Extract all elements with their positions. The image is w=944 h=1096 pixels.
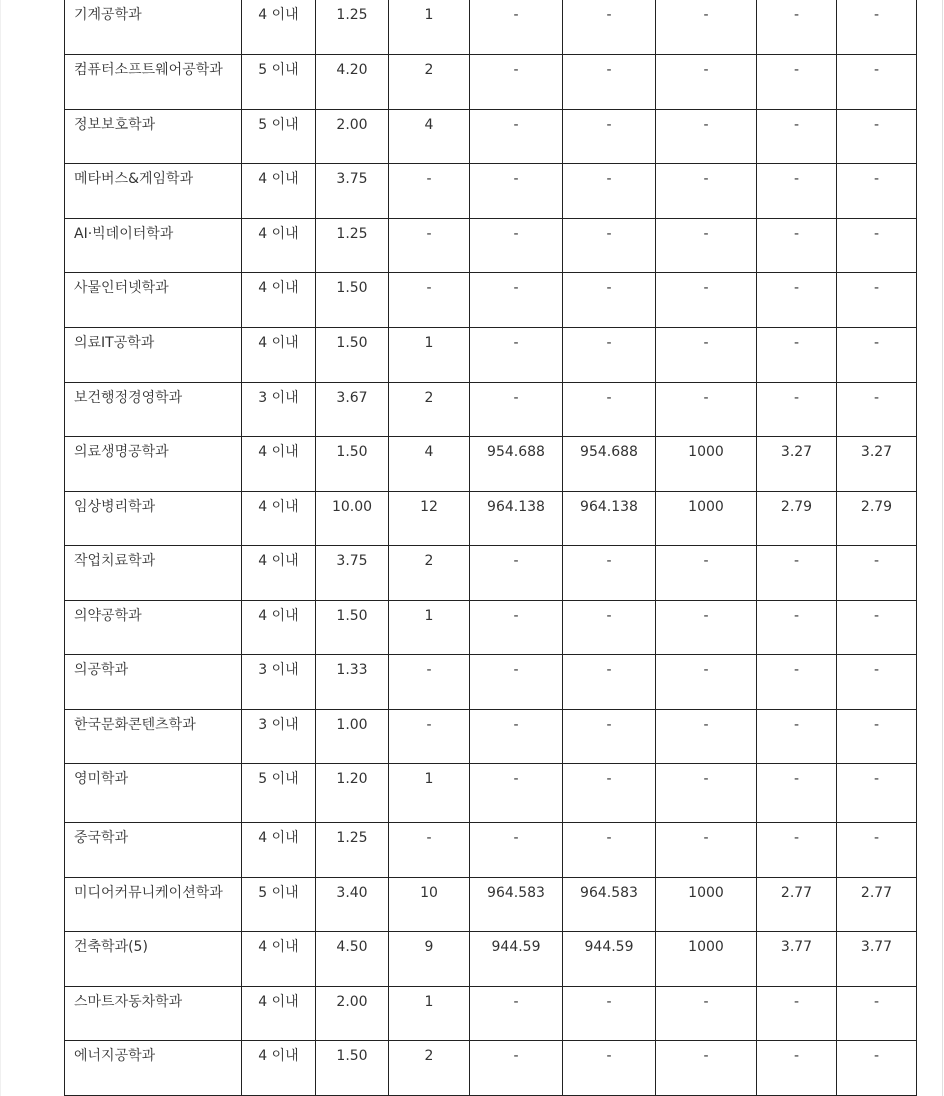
competition-rate-cell: 1.00 (316, 710, 389, 764)
score-cell: - (563, 164, 656, 219)
reserve-rank-cell: 4 (389, 437, 470, 492)
score-cell: - (656, 1041, 757, 1096)
reserve-rank-cell: 4 (389, 110, 470, 164)
table-row (65, 655, 917, 710)
reserve-rank-cell: 2 (389, 55, 470, 110)
score-cell: - (470, 546, 563, 601)
grade-average-cell: - (837, 383, 917, 437)
department-cell: AI·빅데이터학과 (65, 219, 242, 273)
score-cell: - (470, 710, 563, 764)
score-cell: - (563, 710, 656, 764)
table-row (65, 110, 917, 164)
grade-average-cell: 2.77 (837, 878, 917, 932)
score-cell: - (563, 273, 656, 328)
score-cell: - (563, 328, 656, 383)
grade-average-cell: - (757, 110, 837, 164)
score-cell: - (563, 601, 656, 655)
score-cell: - (470, 987, 563, 1041)
grade-average-cell: - (757, 383, 837, 437)
grade-limit-cell: 3 이내 (242, 710, 316, 764)
grade-limit-cell: 3 이내 (242, 655, 316, 710)
table-row (65, 878, 917, 932)
department-cell: 건축학과(5) (65, 932, 242, 987)
score-cell: - (656, 987, 757, 1041)
reserve-rank-cell: 1 (389, 0, 470, 55)
score-cell: - (563, 219, 656, 273)
grade-limit-cell: 5 이내 (242, 764, 316, 823)
score-cell: - (656, 273, 757, 328)
competition-rate-cell: 1.33 (316, 655, 389, 710)
score-cell: - (656, 110, 757, 164)
department-cell: 한국문화콘텐츠학과 (65, 710, 242, 764)
competition-rate-cell: 10.00 (316, 492, 389, 546)
reserve-rank-cell: 2 (389, 1041, 470, 1096)
score-cell: - (656, 710, 757, 764)
table-row (65, 328, 917, 383)
score-cell: 1000 (656, 492, 757, 546)
grade-limit-cell: 4 이내 (242, 0, 316, 55)
grade-average-cell: - (757, 601, 837, 655)
grade-limit-cell: 4 이내 (242, 328, 316, 383)
score-cell: - (470, 823, 563, 878)
grade-average-cell: - (837, 273, 917, 328)
grade-average-cell: - (837, 110, 917, 164)
admission-results-table (64, 0, 917, 1096)
department-cell: 미디어커뮤니케이션학과 (65, 878, 242, 932)
table-row (65, 0, 917, 55)
grade-limit-cell: 4 이내 (242, 823, 316, 878)
reserve-rank-cell: - (389, 164, 470, 219)
table-row (65, 164, 917, 219)
grade-limit-cell: 4 이내 (242, 164, 316, 219)
department-cell: 정보보호학과 (65, 110, 242, 164)
score-cell: - (656, 328, 757, 383)
score-cell: - (470, 110, 563, 164)
table-body (65, 0, 917, 1096)
grade-average-cell: 3.77 (757, 932, 837, 987)
competition-rate-cell: 3.67 (316, 383, 389, 437)
reserve-rank-cell: 1 (389, 601, 470, 655)
score-cell: - (563, 655, 656, 710)
reserve-rank-cell: - (389, 219, 470, 273)
competition-rate-cell: 1.20 (316, 764, 389, 823)
reserve-rank-cell: 2 (389, 383, 470, 437)
reserve-rank-cell: 12 (389, 492, 470, 546)
competition-rate-cell: 1.25 (316, 219, 389, 273)
reserve-rank-cell: 9 (389, 932, 470, 987)
score-cell: - (470, 55, 563, 110)
grade-limit-cell: 3 이내 (242, 383, 316, 437)
score-cell: - (656, 164, 757, 219)
score-cell: 944.59 (563, 932, 656, 987)
score-cell: - (656, 383, 757, 437)
table-row (65, 219, 917, 273)
grade-limit-cell: 5 이내 (242, 55, 316, 110)
grade-average-cell: - (837, 546, 917, 601)
department-cell: 의약공학과 (65, 601, 242, 655)
grade-average-cell: - (757, 164, 837, 219)
table-row (65, 1041, 917, 1096)
competition-rate-cell: 1.50 (316, 601, 389, 655)
competition-rate-cell: 1.50 (316, 1041, 389, 1096)
score-cell: - (470, 655, 563, 710)
table-row (65, 383, 917, 437)
score-cell: - (563, 0, 656, 55)
competition-rate-cell: 3.75 (316, 546, 389, 601)
grade-average-cell: 2.79 (757, 492, 837, 546)
department-cell: 보건행정경영학과 (65, 383, 242, 437)
table-row (65, 932, 917, 987)
table-row (65, 764, 917, 823)
grade-average-cell: - (757, 987, 837, 1041)
grade-average-cell: 2.79 (837, 492, 917, 546)
grade-average-cell: - (757, 710, 837, 764)
grade-average-cell: - (837, 987, 917, 1041)
grade-average-cell: - (757, 655, 837, 710)
grade-average-cell: - (837, 823, 917, 878)
score-cell: 944.59 (470, 932, 563, 987)
grade-average-cell: - (837, 328, 917, 383)
score-cell: - (470, 1041, 563, 1096)
department-cell: 사물인터넷학과 (65, 273, 242, 328)
score-cell: 1000 (656, 437, 757, 492)
score-cell: - (656, 764, 757, 823)
competition-rate-cell: 4.20 (316, 55, 389, 110)
department-cell: 임상병리학과 (65, 492, 242, 546)
score-cell: - (656, 55, 757, 110)
competition-rate-cell: 1.50 (316, 437, 389, 492)
grade-average-cell: - (837, 164, 917, 219)
score-cell: 964.138 (470, 492, 563, 546)
reserve-rank-cell: 1 (389, 987, 470, 1041)
score-cell: - (470, 164, 563, 219)
score-cell: 1000 (656, 932, 757, 987)
competition-rate-cell: 4.50 (316, 932, 389, 987)
reserve-rank-cell: 2 (389, 546, 470, 601)
competition-rate-cell: 3.75 (316, 164, 389, 219)
table-row (65, 823, 917, 878)
score-cell: - (656, 0, 757, 55)
department-cell: 영미학과 (65, 764, 242, 823)
grade-average-cell: - (757, 219, 837, 273)
grade-average-cell: - (837, 601, 917, 655)
score-cell: - (470, 764, 563, 823)
score-cell: 954.688 (563, 437, 656, 492)
department-cell: 에너지공학과 (65, 1041, 242, 1096)
score-cell: 964.583 (470, 878, 563, 932)
score-cell: - (563, 546, 656, 601)
grade-average-cell: - (757, 546, 837, 601)
grade-average-cell: - (837, 710, 917, 764)
grade-limit-cell: 5 이내 (242, 878, 316, 932)
grade-average-cell: - (757, 1041, 837, 1096)
reserve-rank-cell: - (389, 655, 470, 710)
grade-average-cell: - (837, 764, 917, 823)
department-cell: 작업치료학과 (65, 546, 242, 601)
score-cell: 964.138 (563, 492, 656, 546)
table-row (65, 546, 917, 601)
grade-average-cell: - (837, 0, 917, 55)
grade-average-cell: - (757, 273, 837, 328)
grade-limit-cell: 4 이내 (242, 219, 316, 273)
competition-rate-cell: 1.25 (316, 823, 389, 878)
department-cell: 메타버스&게임학과 (65, 164, 242, 219)
score-cell: - (470, 328, 563, 383)
table-row (65, 437, 917, 492)
score-cell: - (563, 1041, 656, 1096)
grade-limit-cell: 4 이내 (242, 273, 316, 328)
grade-average-cell: - (837, 1041, 917, 1096)
table-row (65, 273, 917, 328)
competition-rate-cell: 2.00 (316, 987, 389, 1041)
grade-limit-cell: 4 이내 (242, 932, 316, 987)
table-row (65, 987, 917, 1041)
score-cell: - (656, 655, 757, 710)
grade-average-cell: - (837, 655, 917, 710)
score-cell: - (470, 383, 563, 437)
grade-limit-cell: 4 이내 (242, 437, 316, 492)
grade-average-cell: - (757, 0, 837, 55)
score-cell: - (470, 273, 563, 328)
table-row (65, 492, 917, 546)
score-cell: 954.688 (470, 437, 563, 492)
grade-average-cell: 3.27 (837, 437, 917, 492)
score-cell: - (563, 764, 656, 823)
department-cell: 스마트자동차학과 (65, 987, 242, 1041)
department-cell: 의공학과 (65, 655, 242, 710)
table-row (65, 710, 917, 764)
grade-average-cell: - (837, 55, 917, 110)
grade-average-cell: 3.27 (757, 437, 837, 492)
competition-rate-cell: 2.00 (316, 110, 389, 164)
grade-average-cell: - (757, 328, 837, 383)
reserve-rank-cell: - (389, 823, 470, 878)
score-cell: - (563, 987, 656, 1041)
score-cell: - (563, 55, 656, 110)
department-cell: 컴퓨터소프트웨어공학과 (65, 55, 242, 110)
score-cell: - (563, 823, 656, 878)
reserve-rank-cell: - (389, 710, 470, 764)
score-cell: - (563, 110, 656, 164)
table-row (65, 55, 917, 110)
reserve-rank-cell: - (389, 273, 470, 328)
competition-rate-cell: 1.50 (316, 273, 389, 328)
score-cell: - (656, 219, 757, 273)
grade-average-cell: - (757, 823, 837, 878)
score-cell: - (656, 546, 757, 601)
grade-limit-cell: 4 이내 (242, 546, 316, 601)
score-cell: - (470, 219, 563, 273)
score-cell: - (470, 601, 563, 655)
grade-limit-cell: 4 이내 (242, 1041, 316, 1096)
grade-average-cell: - (757, 55, 837, 110)
grade-average-cell: 3.77 (837, 932, 917, 987)
competition-rate-cell: 1.25 (316, 0, 389, 55)
department-cell: 의료IT공학과 (65, 328, 242, 383)
grade-average-cell: - (757, 764, 837, 823)
score-cell: - (470, 0, 563, 55)
reserve-rank-cell: 1 (389, 328, 470, 383)
department-cell: 의료생명공학과 (65, 437, 242, 492)
department-cell: 중국학과 (65, 823, 242, 878)
score-cell: - (656, 601, 757, 655)
grade-limit-cell: 5 이내 (242, 110, 316, 164)
competition-rate-cell: 1.50 (316, 328, 389, 383)
grade-limit-cell: 4 이내 (242, 601, 316, 655)
score-cell: 1000 (656, 878, 757, 932)
grade-limit-cell: 4 이내 (242, 987, 316, 1041)
score-cell: 964.583 (563, 878, 656, 932)
grade-average-cell: - (837, 219, 917, 273)
table-row (65, 601, 917, 655)
reserve-rank-cell: 1 (389, 764, 470, 823)
grade-average-cell: 2.77 (757, 878, 837, 932)
grade-limit-cell: 4 이내 (242, 492, 316, 546)
score-cell: - (563, 383, 656, 437)
competition-rate-cell: 3.40 (316, 878, 389, 932)
department-cell: 기계공학과 (65, 0, 242, 55)
reserve-rank-cell: 10 (389, 878, 470, 932)
score-cell: - (656, 823, 757, 878)
